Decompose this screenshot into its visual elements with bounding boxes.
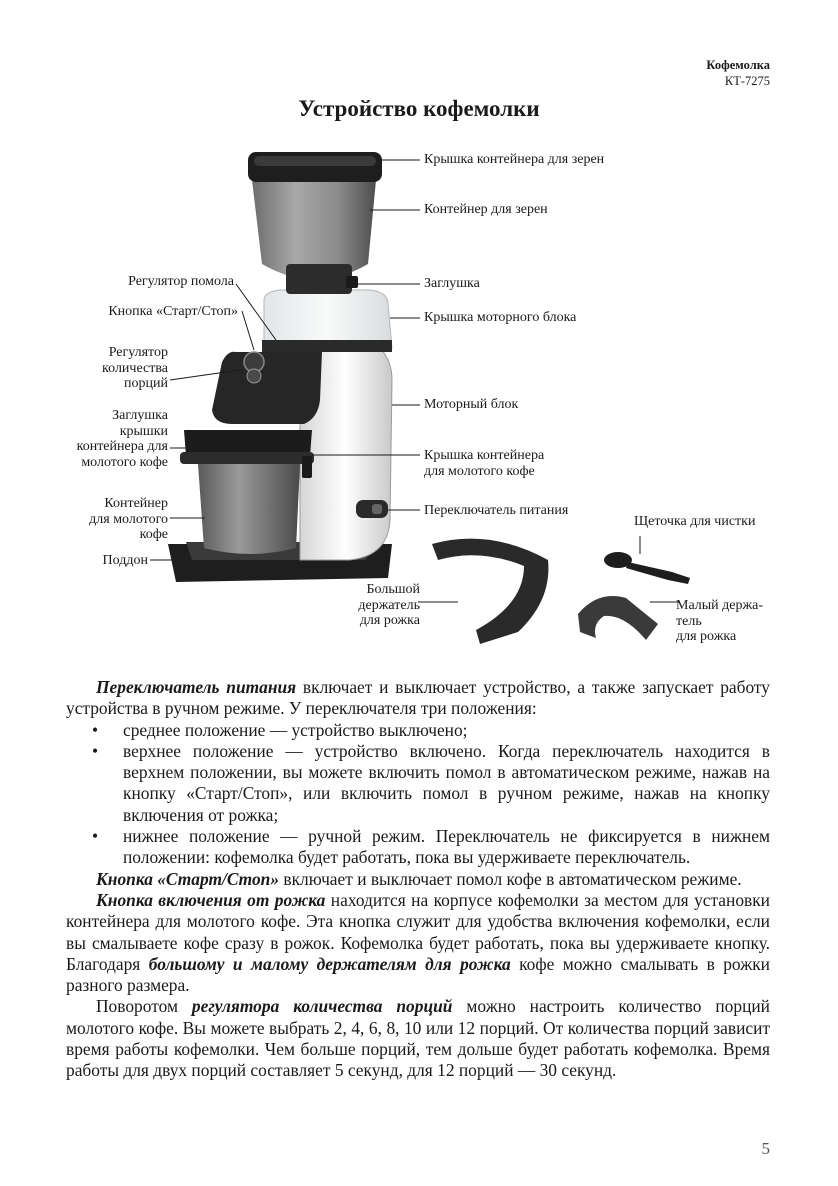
label-bean-container: Контейнер для зерен [424, 202, 548, 217]
large-holder [432, 539, 548, 644]
body-text [66, 677, 770, 1082]
label-tray: Поддон [102, 553, 148, 568]
label-portion-regulator: Регулятор количества порций [102, 345, 168, 391]
label-start-stop: Кнопка «Старт/Стоп» [108, 304, 238, 319]
paragraph-start-stop: Кнопка «Старт/Стоп» включает и выключает помол кофе в автоматическом режиме. [96, 868, 742, 889]
paragraph-portion-regulator: Поворотом регулятора количества порций можно настроить количество порций молотого кофе. Вы можете выбрать 2, 4, 6, 8, 10 или 12 порций. От количества порций зависит время работы кофемолки. Чем больше порций, тем дольше будет работать кофемолка. Время работы для двух порций составляет 5 секунд, для 12 порций — 30 секунд. [66, 996, 770, 1081]
switch-positions-list [66, 720, 770, 869]
label-power-switch: Переключатель питания [424, 503, 569, 518]
cleaning-brush [604, 552, 690, 584]
label-bean-lid: Крышка контейнера для зерен [424, 152, 605, 167]
header-product: Кофемолка [706, 58, 770, 72]
label-ground-container: Контейнер для молотого кофе [89, 496, 168, 542]
paragraph-portafilter-button: Кнопка включения от рожка находится на корпусе кофемолки за местом для установки контейнера для молотого кофе. Эта кнопка служит для удобства включения кофемолки, если вы смалываете кофе сразу в рожок. Кофемолка будет работать, пока вы удерживаете кнопку. Благодаря большому и малому держателям для рожка кофе можно смалывать в рожки разного размера. [66, 889, 770, 996]
paragraph-power-switch: Переключатель питания включает и выключает устройство, а также запускает работу устройства в ручном режиме. У переключателя три положения: [66, 677, 770, 719]
label-plug: Заглушка [424, 276, 480, 291]
label-motor-unit: Моторный блок [424, 397, 519, 412]
label-ground-lid: Крышка контейнера для молотого кофе [424, 448, 545, 479]
label-small-holder: Малый держа- тель для рожка [676, 598, 764, 644]
list-item: • нижнее положение — ручной режим. Переключатель не фиксируется в нижнем положении: кофемолка будет работать, пока вы удерживаете переключатель. [66, 826, 770, 869]
label-brush: Щеточка для чистки [634, 514, 756, 529]
label-motor-lid: Крышка моторного блока [424, 310, 577, 325]
small-holder [578, 596, 658, 640]
label-ground-plug: Заглушка крышки контейнера для молотого кофе [76, 408, 168, 470]
page-title: Устройство кофемолки [298, 96, 540, 121]
header-model: КТ-7275 [724, 74, 770, 88]
label-grind-regulator: Регулятор помола [128, 274, 234, 289]
page-number: 5 [761, 1139, 770, 1158]
list-item: • среднее положение — устройство выключено; [66, 720, 770, 741]
label-large-holder: Большой держатель для рожка [358, 582, 420, 628]
list-item: • верхнее положение — устройство включено. Когда переключатель находится в верхнем положении, вы можете включить помол в автоматическом режиме, нажав на кнопку «Старт/Стоп», или включить помол в ручном режиме, нажав на кнопку включения от рожка; [66, 741, 770, 826]
